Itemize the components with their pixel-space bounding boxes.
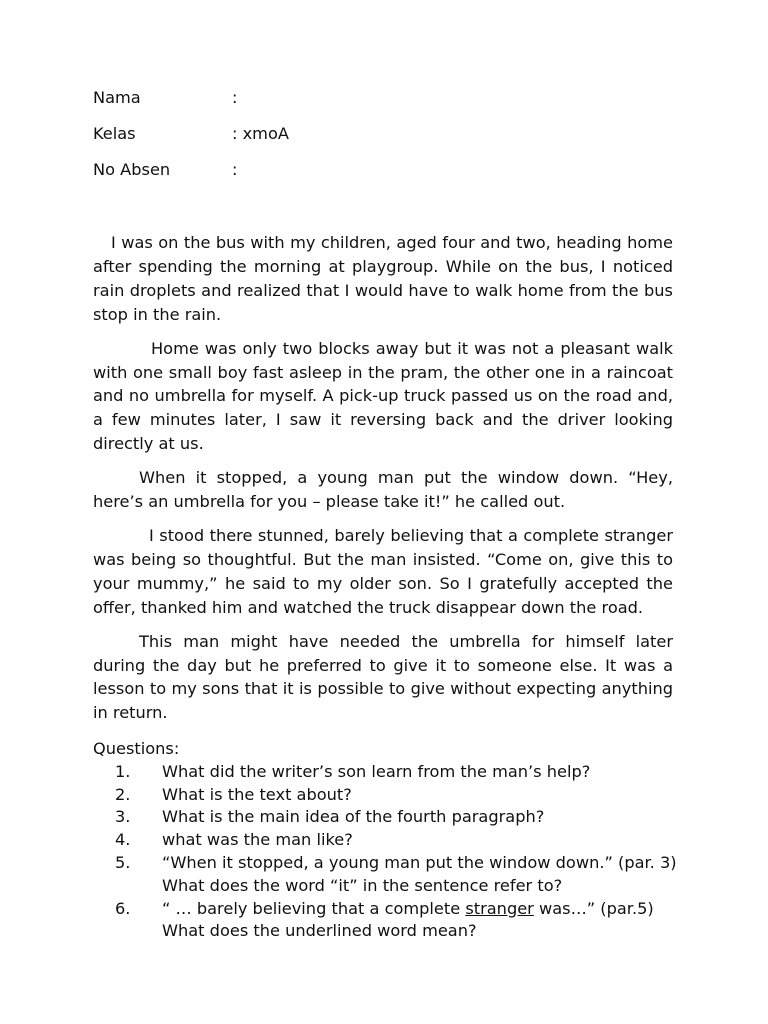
question-item [93,829,693,852]
question-text-continued: What does the underlined word mean? [162,921,477,941]
question-item [93,761,693,784]
class-label: Kelas [93,124,136,143]
question-number: 6. [115,898,131,918]
question-quote-start: “ … barely believing that a complete [162,898,466,918]
question-text: “When it stopped, a young man put the window down.” (par. 3) [162,852,677,872]
question-number: 5. [115,852,131,872]
paragraph-1: I was on the bus with my children, aged four and two, heading home after spending the morning at playgroup. While on the bus, I noticed rain droplets and realized that I would have to walk home from the bus stop in the rain. [93,233,673,324]
name-value: : [232,88,238,107]
question-number: 1. [115,761,131,781]
question-number: 2. [115,784,131,804]
question-number: 3. [115,807,131,827]
underlined-word: stranger [465,898,534,918]
question-text: What did the writer’s son learn from the man’s help? [162,761,591,781]
questions-section [93,738,693,943]
question-quote-end: was…” (par.5) [533,898,654,918]
absence-number-label: No Absen [93,160,171,179]
reading-passage [93,231,673,735]
class-row [93,122,493,158]
paragraph-2: Home was only two blocks away but it was not a pleasant walk with one small boy fast asleep in the pram, the other one in a raincoat and no umbrella for myself. A pick-up truck passed us on the road and, a few minutes later, I saw it reversing back and the driver looking directly at us. [93,338,673,454]
paragraph-4: I stood there stunned, barely believing that a complete stranger was being so thoughtful. But the man insisted. “Come on, give this to your mummy,” he said to my older son. So I gratefully accepted the offer, thanked him and watched the truck disappear down the road. [93,525,673,617]
paragraph-5: This man might have needed the umbrella for himself later during the day but he preferred to give it to someone else. It was a lesson to my sons that it is possible to give without expecting anything in return. [93,631,673,723]
question-item [93,784,693,807]
question-text: what was the man like? [162,830,353,850]
name-row [93,86,493,122]
question-text-continued: What does the word “it” in the sentence refer to? [162,875,563,895]
question-number: 4. [115,830,131,850]
question-item [93,852,693,898]
name-label: Nama [93,88,141,107]
question-text: What is the text about? [162,784,352,804]
paragraph-3: When it stopped, a young man put the window down. “Hey, here’s an umbrella for you – please take it!” he called out. [93,468,673,512]
question-text: What is the main idea of the fourth paragraph? [162,807,545,827]
question-item [93,898,693,944]
student-info-header [93,86,493,194]
question-text [162,898,693,921]
questions-title: Questions: [93,739,180,758]
class-value: : xmoA [232,124,289,143]
absence-number-row [93,158,493,194]
absence-number-value: : [232,160,238,179]
questions-list [93,761,693,943]
question-item [93,806,693,829]
